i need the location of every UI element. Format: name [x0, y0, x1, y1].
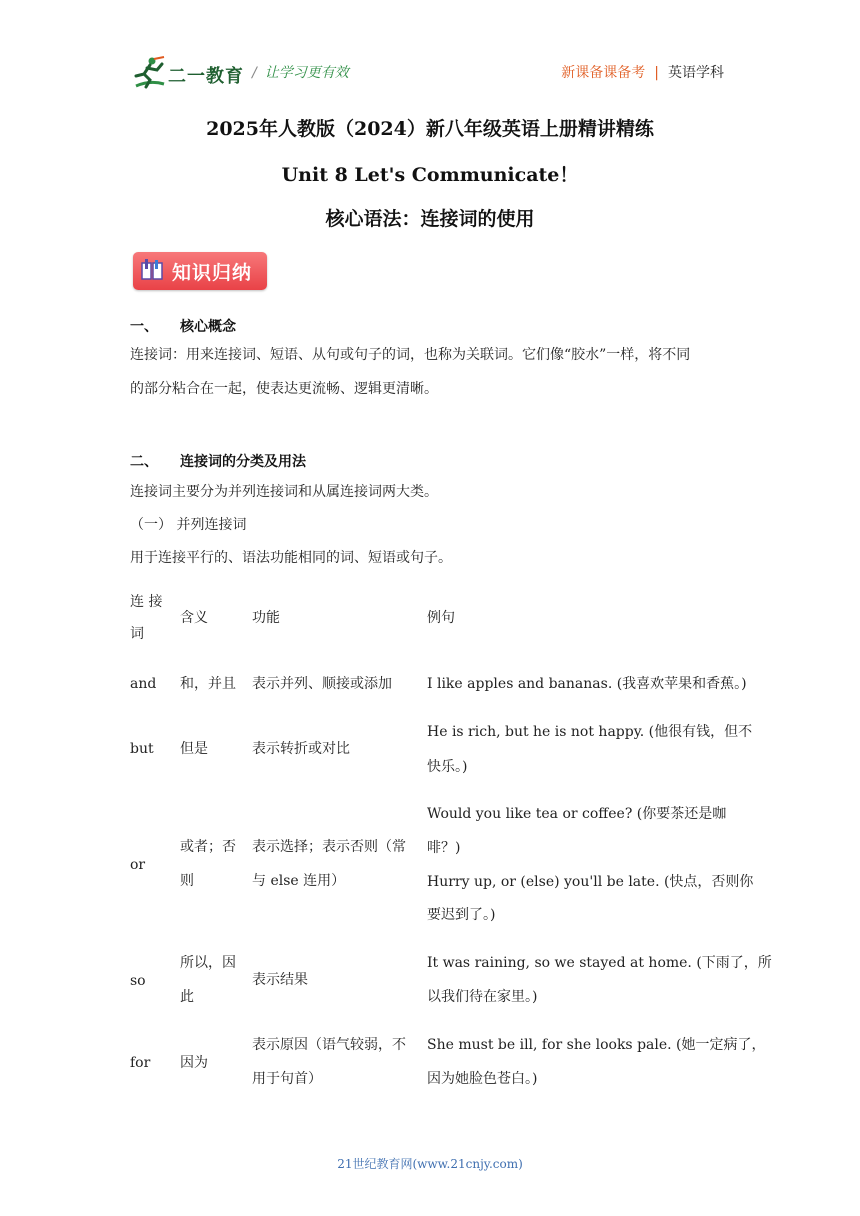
row-but-meaning: 但是 [180, 741, 208, 757]
row-or-meaning-line1: 或者；否 [180, 839, 236, 855]
page-footer: 21世纪教育网(www.21cnjy.com) [337, 1157, 523, 1171]
row-or-example-line4: 要迟到了。) [427, 907, 496, 923]
grammar-title: 核心语法：连接词的使用 [325, 208, 535, 230]
book-icon [141, 259, 163, 283]
row-so-meaning-line1: 所以，因 [180, 955, 236, 971]
row-and-word: and [130, 676, 157, 692]
row-and-function: 表示并列、顺接或添加 [252, 676, 392, 692]
row-but-function: 表示转折或对比 [252, 741, 350, 757]
table-header-word-2: 词 [130, 626, 144, 642]
row-or-word: or [130, 857, 146, 873]
row-for-word: for [130, 1055, 151, 1071]
section1-para-line2: 的部分粘合在一起，使表达更流畅、逻辑更清晰。 [130, 381, 438, 397]
row-or-example-line3: Hurry up, or (else) you'll be late. (快点，否则你 [427, 874, 754, 890]
section2-subheading: （一） 并列连接词 [130, 517, 247, 533]
row-for-function-line2: 用于句首） [252, 1071, 322, 1087]
row-but-example-line2: 快乐。) [427, 759, 468, 775]
header-slogan: / 让学习更有效 [252, 65, 349, 81]
table-header-meaning: 含义 [180, 610, 208, 626]
row-so-meaning-line2: 此 [180, 989, 194, 1005]
table-header-example: 例句 [427, 610, 455, 626]
row-for-meaning: 因为 [180, 1055, 208, 1071]
row-for-example-line1: She must be ill, for she looks pale. (她一定病了， [427, 1037, 766, 1053]
row-but-word: but [130, 741, 154, 757]
table-header-function: 功能 [252, 610, 280, 626]
section1-para-line1: 连接词：用来连接词、短语、从句或句子的词，也称为关联词。它们像“胶水”一样，将不同 [130, 347, 691, 363]
row-or-function-line2: 与 else 连用） [252, 873, 346, 889]
table-header-word-1: 连 接 [130, 594, 163, 610]
row-so-word: so [130, 973, 146, 989]
row-or-example-line2: 啡？) [427, 840, 461, 856]
row-or-example-line1: Would you like tea or coffee? (你要茶还是咖 [427, 806, 727, 822]
row-or-meaning-line2: 则 [180, 873, 194, 889]
row-and-meaning: 和，并且 [180, 676, 236, 692]
row-so-example-line1: It was raining, so we stayed at home. (下雨了，所 [427, 955, 772, 971]
row-but-example-line1: He is rich, but he is not happy. (他很有钱，但不 [427, 724, 753, 740]
section1-heading: 一、 核心概念 [130, 319, 236, 335]
row-for-function-line1: 表示原因（语气较弱，不 [252, 1037, 406, 1053]
row-or-function-line1: 表示选择；表示否则（常 [252, 839, 406, 855]
section2-subdesc: 用于连接平行的、语法功能相同的词、短语或句子。 [130, 550, 452, 566]
logo-text: 二一教育 [168, 66, 244, 87]
row-and-example: I like apples and bananas. (我喜欢苹果和香蕉。) [427, 676, 747, 692]
row-so-function: 表示结果 [252, 972, 308, 988]
row-so-example-line2: 以我们待在家里。) [427, 989, 538, 1005]
row-for-example-line2: 因为她脸色苍白。) [427, 1071, 538, 1087]
header-subject: 新课备课备考 | 英语学科 [561, 65, 724, 81]
section2-heading: 二、 连接词的分类及用法 [130, 454, 306, 470]
badge-label: 知识归纳 [172, 262, 253, 284]
doc-title: 2025年人教版（2024）新八年级英语上册精讲精练 [206, 118, 654, 140]
unit-title: Unit 8 Let's Communicate！ [281, 164, 579, 186]
section2-intro: 连接词主要分为并列连接词和从属连接词两大类。 [130, 484, 438, 500]
